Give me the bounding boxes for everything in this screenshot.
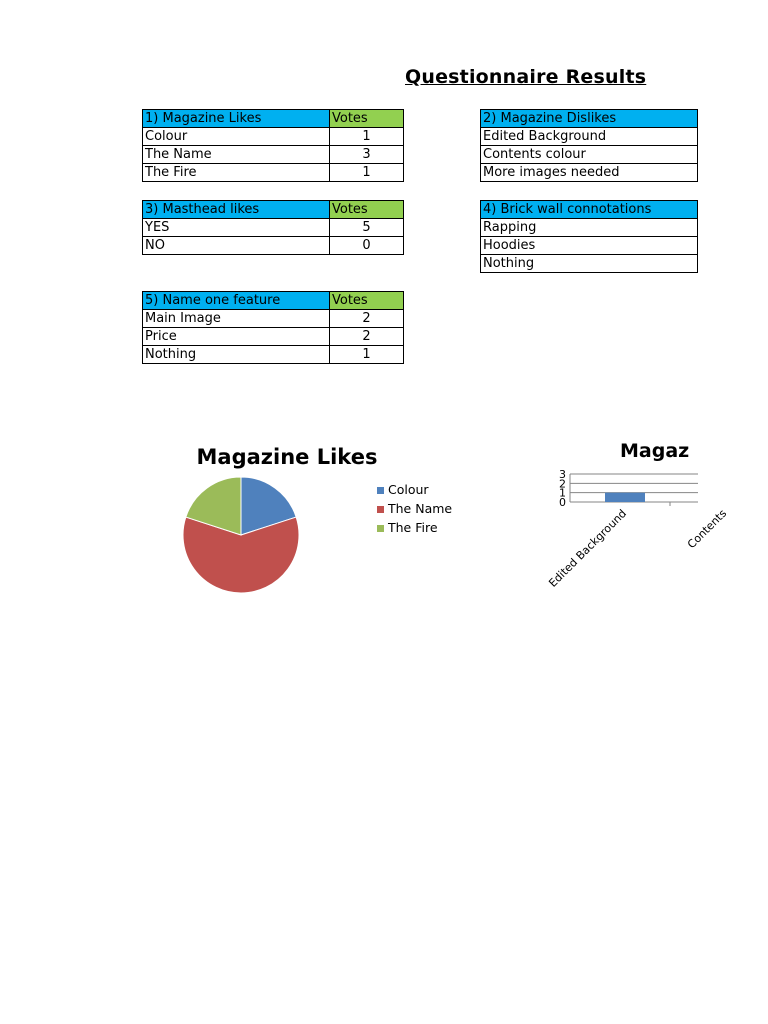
row-label: Colour: [143, 128, 330, 146]
legend-swatch: [377, 525, 384, 532]
name-one-feature-table: [142, 291, 404, 364]
row-votes: 1: [330, 128, 404, 146]
table-row: [143, 219, 404, 237]
row-label: YES: [143, 219, 330, 237]
y-tick-label: 1: [559, 486, 566, 500]
table-header: 2) Magazine Dislikes: [481, 110, 698, 128]
x-tick-label: Contents: [684, 506, 730, 552]
legend-swatch: [377, 506, 384, 513]
row-label: The Name: [143, 146, 330, 164]
legend-entry: Colour: [388, 482, 429, 497]
y-tick-label: 0: [559, 496, 566, 509]
chart-title: Magazine Likes: [196, 445, 378, 469]
legend-entry: The Name: [388, 501, 453, 516]
table-row: [143, 346, 404, 364]
legend-entry: The Fire: [388, 520, 438, 535]
magazine-dislikes-bar-chart: [520, 436, 730, 590]
chart-title: Magaz: [620, 440, 690, 462]
table-row: [481, 146, 698, 164]
table-row: [143, 164, 404, 182]
row-label: The Fire: [143, 164, 330, 182]
table-row: [481, 237, 698, 255]
row-votes: 1: [330, 346, 404, 364]
row-votes: 1: [330, 164, 404, 182]
row-votes: 2: [330, 310, 404, 328]
table-header: 4) Brick wall connotations: [481, 201, 698, 219]
bar: [605, 493, 645, 502]
votes-header: Votes: [330, 110, 404, 128]
table-row: [143, 146, 404, 164]
table-row: [481, 164, 698, 182]
page-title: Questionnaire Results: [405, 66, 647, 88]
table-row: [143, 128, 404, 146]
row-votes: 5: [330, 219, 404, 237]
y-tick-label: 2: [559, 477, 566, 491]
row-label: Main Image: [143, 310, 330, 328]
masthead-likes-table: [142, 200, 404, 255]
table-row: [481, 255, 698, 273]
row-votes: 3: [330, 146, 404, 164]
magazine-likes-pie-chart: [170, 438, 490, 598]
row-label: Hoodies: [481, 237, 698, 255]
table-row: [481, 219, 698, 237]
x-tick-label: Edited Background: [546, 506, 630, 590]
table-header: 5) Name one feature: [143, 292, 330, 310]
votes-header: Votes: [330, 292, 404, 310]
legend-swatch: [377, 487, 384, 494]
row-label: More images needed: [481, 164, 698, 182]
y-tick-label: 3: [559, 468, 566, 481]
table-header: 1) Magazine Likes: [143, 110, 330, 128]
row-label: NO: [143, 237, 330, 255]
row-label: Edited Background: [481, 128, 698, 146]
magazine-dislikes-table: [480, 109, 698, 182]
table-row: [481, 128, 698, 146]
table-row: [143, 310, 404, 328]
brick-wall-table: [480, 200, 698, 273]
magazine-likes-table: [142, 109, 404, 182]
votes-header: Votes: [330, 201, 404, 219]
table-row: [143, 237, 404, 255]
row-label: Contents colour: [481, 146, 698, 164]
row-votes: 2: [330, 328, 404, 346]
row-label: Nothing: [143, 346, 330, 364]
row-label: Nothing: [481, 255, 698, 273]
row-label: Rapping: [481, 219, 698, 237]
table-header: 3) Masthead likes: [143, 201, 330, 219]
row-votes: 0: [330, 237, 404, 255]
row-label: Price: [143, 328, 330, 346]
table-row: [143, 328, 404, 346]
